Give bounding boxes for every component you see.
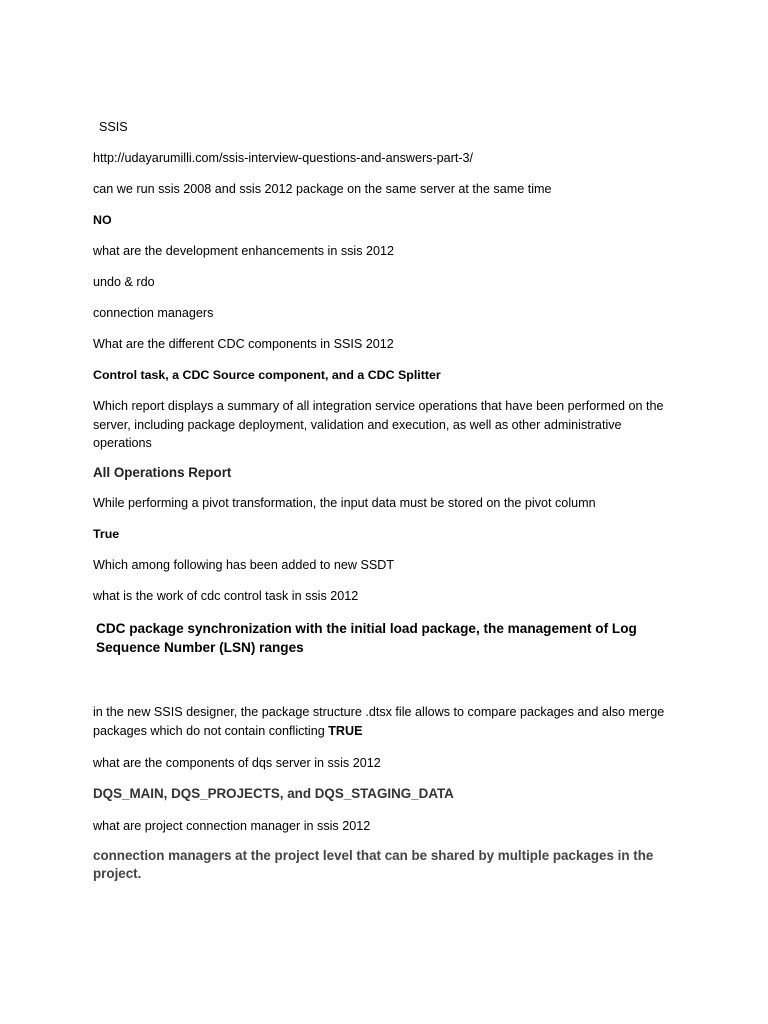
answer-text: connection managers at the project level that can be shared by multiple packages in the project. <box>93 848 654 881</box>
question-text-body: in the new SSIS designer, the package structure .dtsx file allows to compare packages and also merge packages which do not contain conflicting <box>93 705 665 738</box>
question-text <box>93 703 683 740</box>
inline-answer: TRUE <box>328 723 363 738</box>
question-text: Which report displays a summary of all integration service operations that have been performed on the server, including package deployment, validation and execution, as well as other administrative operations <box>93 399 664 451</box>
answer-text: NO <box>93 213 112 227</box>
answer-text: True <box>93 527 120 541</box>
answer-text: connection managers <box>93 306 214 320</box>
question-text: what are the development enhancements in ssis 2012 <box>93 244 395 258</box>
question-text: can we run ssis 2008 and ssis 2012 package on the same server at the same time <box>93 182 552 196</box>
answer-text: All Operations Report <box>93 465 232 480</box>
answer-text: DQS_MAIN, DQS_PROJECTS, and DQS_STAGING_DATA <box>93 786 454 801</box>
answer-text: CDC package synchronization with the initial load package, the management of Log Sequence Number (LSN) ranges <box>96 621 637 655</box>
question-text: Which among following has been added to new SSDT <box>93 558 395 572</box>
question-text: While performing a pivot transformation, the input data must be stored on the pivot column <box>93 496 596 510</box>
answer-text: undo & rdo <box>93 275 155 289</box>
document-title: SSIS <box>99 120 128 134</box>
source-url: http://udayarumilli.com/ssis-interview-questions-and-answers-part-3/ <box>93 151 474 165</box>
question-text: what is the work of cdc control task in ssis 2012 <box>93 589 359 603</box>
question-text: what are the components of dqs server in ssis 2012 <box>93 756 381 770</box>
question-text: What are the different CDC components in SSIS 2012 <box>93 337 394 351</box>
answer-text: Control task, a CDC Source component, and a CDC Splitter <box>93 368 441 382</box>
question-text: what are project connection manager in ssis 2012 <box>93 819 371 833</box>
